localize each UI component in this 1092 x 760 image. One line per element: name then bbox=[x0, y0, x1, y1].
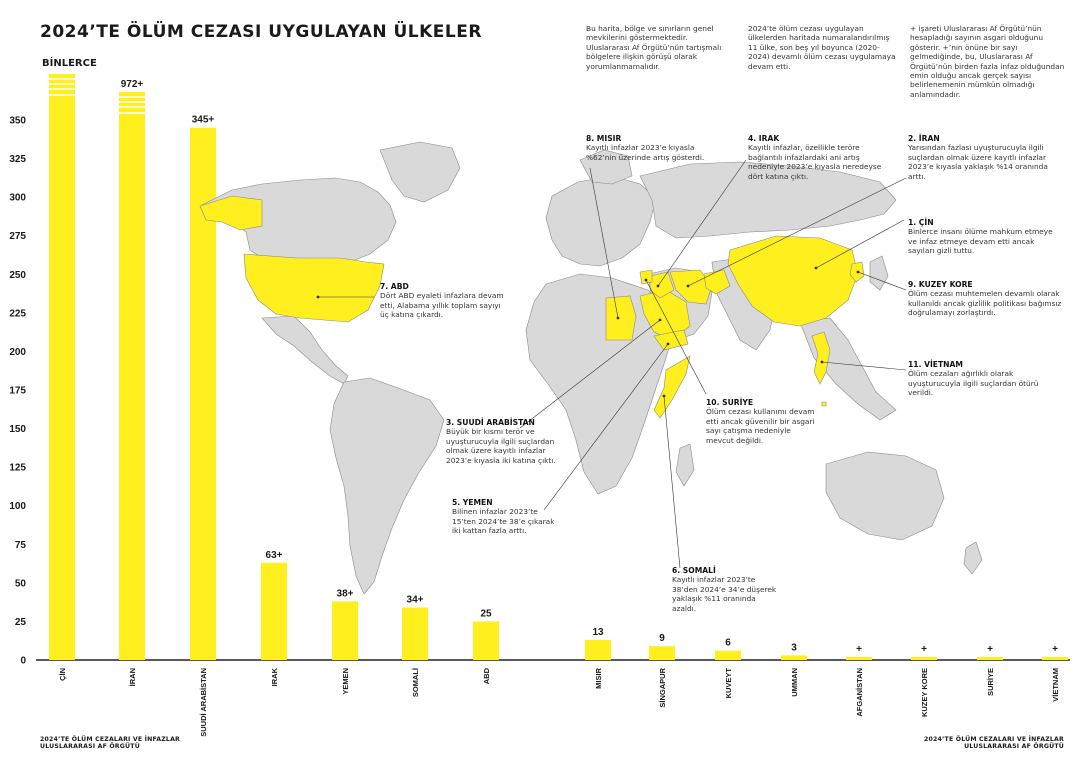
map-central-america bbox=[262, 316, 348, 384]
bar-value-label: 34+ bbox=[406, 594, 424, 606]
y-tick-label: 150 bbox=[9, 424, 26, 436]
bar-value-label: 972+ bbox=[120, 79, 144, 90]
x-tick-label: KUVEYT bbox=[724, 668, 733, 699]
map-madagascar bbox=[676, 444, 694, 486]
x-tick-label: AFGANİSTAN bbox=[855, 668, 864, 717]
annotation-text: Kayıtlı infazlar, özellikle teröre bağlantılı infazlardaki ani artış nedeniyle 2023’e kıyasla neredeyse dört katına çıktı. bbox=[748, 143, 882, 181]
annotation-text: Ölüm cezası muhtemelen devamlı olarak kullanıldı ancak gizlilik politikası bağımsız doğrulamayı zorlaştırdı. bbox=[908, 289, 1062, 318]
y-tick-label: 275 bbox=[9, 231, 26, 243]
annotation-text: Büyük bir kısmı terör ve uyuşturucuyla ilgili suçlardan olmak üzere kayıtlı infazlar 2023’e kıyasla iki katına çıktı. bbox=[446, 427, 556, 465]
bar-value-label: 38+ bbox=[336, 588, 354, 600]
x-tick-label: SURİYE bbox=[986, 668, 995, 696]
bar-value-label: + bbox=[856, 644, 862, 655]
annotation-text: Ölüm cezası kullanımı devam etti ancak güvenilir bir asgari sayı çatışma nedeniyle mevcut değildi. bbox=[706, 407, 815, 445]
x-tick-label: ÇİN bbox=[58, 668, 67, 681]
map-australia bbox=[826, 452, 944, 540]
annotation-heading: 6. SOMALİ bbox=[672, 566, 716, 575]
unit-label: BİNLERCE bbox=[42, 58, 97, 69]
x-tick-label: SOMALİ bbox=[411, 668, 420, 698]
y-tick-label: 225 bbox=[9, 308, 26, 320]
map-greenland bbox=[380, 142, 460, 202]
x-tick-label: VİETNAM bbox=[1051, 668, 1060, 702]
footer-left-line-1: 2024’TE ÖLÜM CEZALARI VE İNFAZLAR bbox=[40, 736, 181, 743]
annotation-yemen bbox=[452, 498, 564, 536]
x-tick-label: SUUDİ ARABİSTAN bbox=[199, 668, 208, 737]
y-tick-label: 200 bbox=[9, 346, 26, 358]
bar-value-label: + bbox=[987, 644, 993, 655]
annotation-heading: 9. KUZEY KORE bbox=[908, 280, 973, 289]
annotation-heading: 1. ÇİN bbox=[908, 218, 934, 227]
bar-value-label: 6 bbox=[725, 637, 731, 649]
annotation-heading: 11. VİETNAM bbox=[908, 360, 963, 369]
y-tick-label: 0 bbox=[20, 655, 26, 667]
annotation-text: Binlerce insanı ölüme mahkum etmeye ve infaz etmeye devam etti ancak sayıları gizli tuttu. bbox=[908, 227, 1053, 256]
annotation-heading: 3. SUUDİ ARABİSTAN bbox=[446, 418, 535, 427]
footer-left-line-2: ULUSLARARASI AF ÖRGÜTÜ bbox=[40, 743, 140, 751]
annotation-heading: 10. SURİYE bbox=[706, 398, 754, 407]
plus-sign-note: + işareti Uluslararası Af Örgütü’nün hesapladığı sayının asgari olduğunu gösterir. +’nın önüne bir sayı gelmediğinde, bu, Uluslararası Af Örgütü’nün birden fazla infaz olduğundan emin olduğu ancak gerçek sayısı belirlenemenin mümkün olmadığı anlamındadır. bbox=[910, 24, 1065, 99]
y-tick-label: 125 bbox=[9, 462, 26, 474]
x-tick-label: IRAK bbox=[270, 668, 279, 687]
map-new-zealand bbox=[964, 542, 982, 574]
x-tick-label: UMMAN bbox=[790, 668, 799, 697]
bar-value-label: 13 bbox=[592, 626, 604, 638]
annotation-heading: 7. ABD bbox=[380, 282, 409, 291]
map-europe bbox=[546, 176, 656, 266]
annotation-text: Bilinen infazlar 2023’te 15’ten 2024’te 38’e çıkarak iki kattan fazla arttı. bbox=[452, 507, 555, 536]
footer-right bbox=[924, 736, 1064, 751]
annotation-usa bbox=[380, 282, 508, 320]
map-disclaimer-note: Bu harita, bölge ve sınırların genel mevkilerini göstermektedir. Uluslararası Af Örgütü’nün tartışmalı bölgelere ilişkin görüşü olarak yorumlanmamalıdır. bbox=[586, 24, 722, 71]
annotation-heading: 5. YEMEN bbox=[452, 498, 493, 507]
footer-right-line-1: 2024’TE ÖLÜM CEZALARI VE İNFAZLAR bbox=[923, 736, 1064, 743]
y-tick-label: 250 bbox=[9, 269, 26, 281]
x-tick-label: KUZEY KORE bbox=[920, 668, 929, 718]
map-highlight-egypt bbox=[606, 296, 636, 340]
annotation-heading: 4. IRAK bbox=[748, 134, 780, 143]
y-tick-label: 25 bbox=[14, 616, 26, 628]
x-tick-label: ABD bbox=[482, 668, 491, 685]
y-tick-label: 175 bbox=[9, 385, 26, 397]
annotation-egypt bbox=[586, 134, 726, 162]
x-tick-label: İRAN bbox=[128, 668, 137, 687]
leader-line-somalia bbox=[664, 396, 680, 568]
y-tick-label: 325 bbox=[9, 154, 26, 166]
annotation-heading: 2. İRAN bbox=[908, 134, 940, 143]
footer-left bbox=[40, 736, 180, 751]
x-tick-label: MISIR bbox=[594, 668, 603, 689]
map-highlight-syria bbox=[640, 270, 652, 284]
bar-value-label: + bbox=[921, 644, 927, 655]
map-highlight-singapore bbox=[822, 402, 826, 406]
bar-value-label: 9 bbox=[659, 633, 665, 645]
bar-value-label: + bbox=[1052, 644, 1058, 655]
annotation-north-korea bbox=[908, 280, 1064, 318]
annotation-saudi-arabia bbox=[446, 418, 564, 465]
annotation-text: Kayıtlı infazlar 2023’te 38’den 2024’e 34’e düşerek yaklaşık %11 oranında azaldı. bbox=[672, 575, 777, 613]
y-tick-label: 50 bbox=[14, 578, 26, 590]
annotation-heading: 8. MISIR bbox=[586, 134, 622, 143]
y-tick-label: 300 bbox=[9, 192, 26, 204]
x-tick-label: YEMEN bbox=[341, 668, 350, 695]
annotation-text: Dört ABD eyaleti infazlara devam etti, Alabama yıllık toplam sayıyı üç katına çıkardı. bbox=[380, 291, 504, 320]
footer-right-line-2: ULUSLARARASI AF ÖRGÜTÜ bbox=[964, 743, 1064, 751]
countries-note: 2024’te ölüm cezası uygulayan ülkelerden haritada numaralandırılmış 11 ülke, son beş yıl boyunca (2020-2024) devamlı ölüm cezası uygulamaya devam etti. bbox=[748, 24, 896, 71]
annotation-text: Ölüm cezaları ağırlıklı olarak uyuşturucuyla ilgili suçlardan ötürü verildi. bbox=[908, 369, 1039, 398]
annotation-text: Yarısından fazlası uyuşturucuyla ilgili suçlardan olmak üzere kayıtlı infazlar 2023’e kıyasla yaklaşık %14 oranında arttı. bbox=[908, 143, 1048, 181]
annotation-iran bbox=[908, 134, 1048, 181]
page-title: 2024’TE ÖLÜM CEZASI UYGULAYAN ÜLKELER bbox=[40, 22, 482, 42]
bar-value-label: 25 bbox=[480, 608, 492, 620]
bar-value-label: 3 bbox=[791, 642, 797, 654]
y-tick-label: 100 bbox=[9, 501, 26, 513]
bar-value-label: 63+ bbox=[265, 549, 283, 561]
annotation-china bbox=[908, 218, 1058, 256]
map-japan bbox=[870, 256, 888, 290]
annotation-syria bbox=[706, 398, 818, 445]
x-tick-label: SİNGAPUR bbox=[658, 668, 667, 708]
bar-value-label: 345+ bbox=[191, 114, 215, 126]
map-highlight-usa bbox=[244, 254, 384, 322]
annotation-text: Kayıtlı infazlar 2023’e kıyasla %62’nin üzerinde artış gösterdi. bbox=[586, 143, 705, 162]
y-tick-label: 75 bbox=[14, 539, 26, 551]
map-south-america bbox=[330, 378, 444, 594]
annotation-iraq bbox=[748, 134, 892, 181]
annotation-somalia bbox=[672, 566, 782, 613]
annotation-vietnam bbox=[908, 360, 1048, 398]
y-tick-label: 350 bbox=[9, 115, 26, 127]
